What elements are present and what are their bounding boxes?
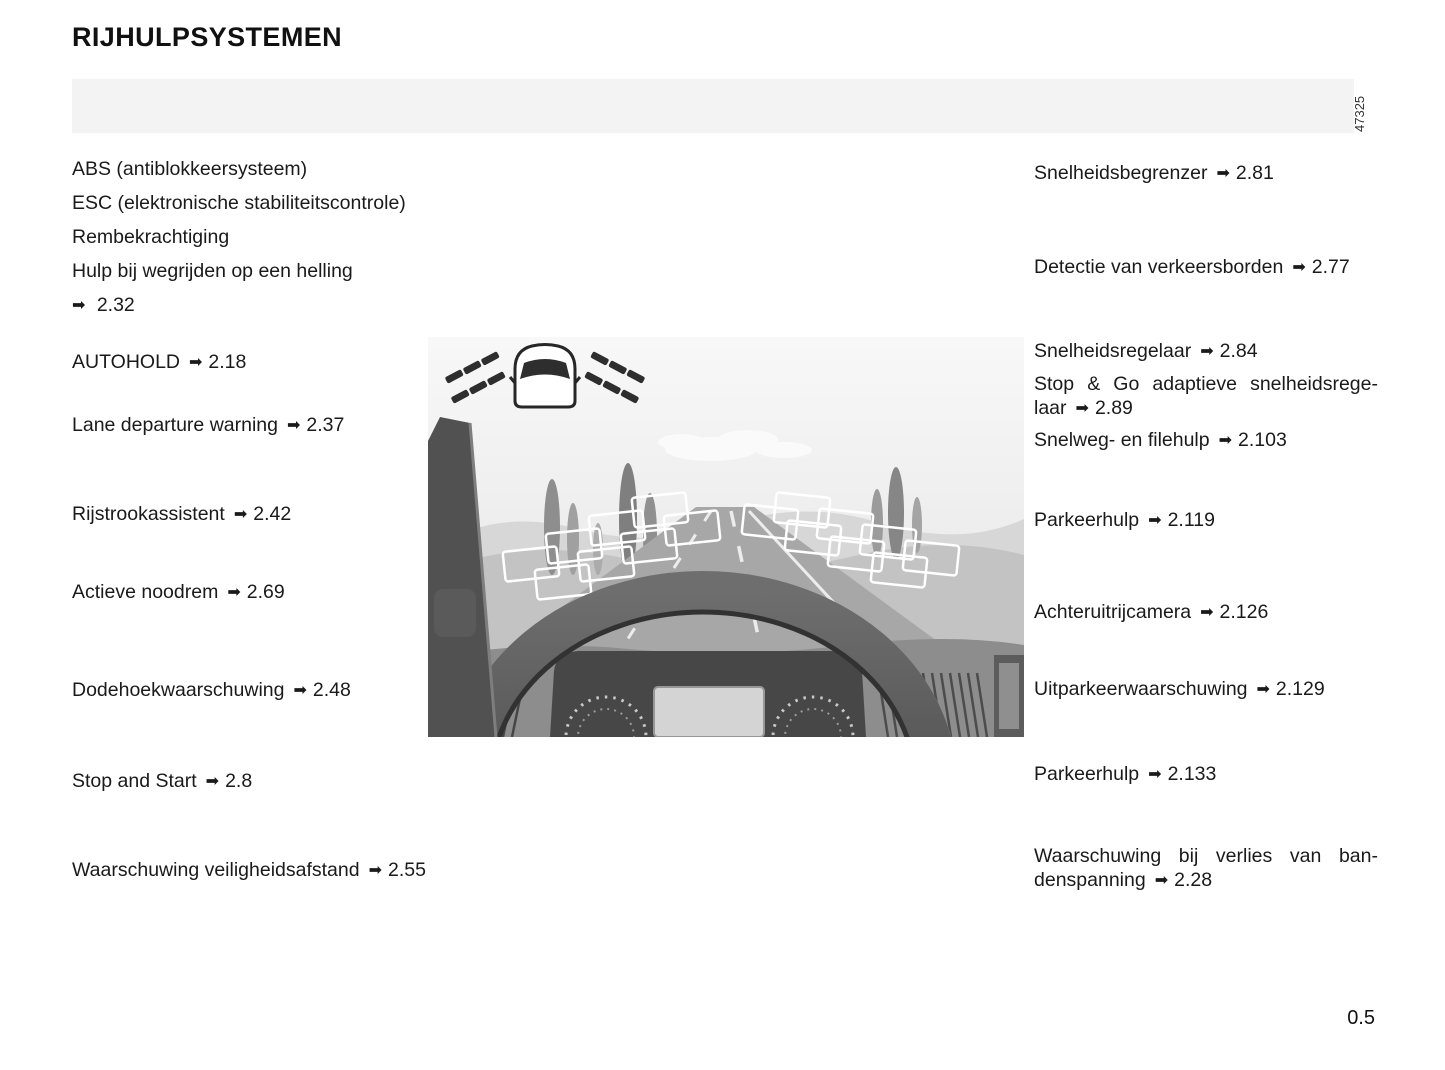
page-ref-arrow-icon: ➡ (1292, 259, 1306, 276)
toc-item-label: Lane departure warning (72, 414, 278, 436)
page-ref-arrow-icon: ➡ (1148, 512, 1162, 529)
dashboard-illustration (428, 337, 1024, 737)
toc-item-label: denspanning (1034, 869, 1146, 891)
toc-group-abs-esc (72, 152, 406, 322)
toc-item-ref: 2.81 (1235, 162, 1274, 184)
page-ref-arrow-icon: ➡ (227, 584, 241, 601)
toc-item-dodehoekwaarschuwing (72, 679, 351, 702)
toc-item-rijstrookassistent (72, 503, 291, 526)
toc-item-ref: 2.28 (1174, 869, 1213, 891)
toc-item-parkeerhulp-2 (1034, 763, 1378, 786)
page-ref-arrow-icon: ➡ (1216, 165, 1230, 182)
toc-item-snelheidsbegrenzer (1034, 162, 1378, 185)
page-ref-arrow-icon: ➡ (233, 506, 248, 523)
toc-item-snelheidsregelaar (1034, 340, 1378, 363)
toc-item-label: Rijstrookassistent (72, 503, 225, 525)
toc-item-label: Parkeerhulp (1034, 763, 1140, 785)
toc-item-label: Dodehoekwaarschuwing (72, 679, 285, 701)
page-ref-arrow-icon: ➡ (1154, 872, 1169, 889)
toc-item-snelweg-en-filehulp (1034, 429, 1378, 452)
toc-item-label: Actieve noodrem (72, 581, 219, 603)
toc-line-rembekrachtiging: Rembekrachtiging (72, 226, 230, 248)
toc-item-stop-go-adaptieve-snelheidsregelaar (1034, 372, 1378, 420)
toc-item-waarschuwing-veiligheidsafstand (72, 859, 426, 882)
toc-line-abs: ABS (antiblokkeersysteem) (72, 158, 308, 180)
header-band (72, 79, 1354, 133)
page-ref-arrow-icon: ➡ (1148, 766, 1162, 783)
toc-item-lane-departure-warning (72, 414, 344, 437)
toc-item-label: Detectie van verkeersborden (1034, 256, 1284, 278)
page-ref-arrow-icon: ➡ (1075, 400, 1089, 417)
page-ref-arrow-icon: ➡ (72, 297, 86, 314)
side-mirror (434, 589, 476, 637)
toc-item-ref: 2.37 (306, 414, 345, 436)
toc-item-achteruitrijcamera (1034, 601, 1378, 624)
toc-item-bandenspanning (1034, 844, 1378, 892)
page-ref-arrow-icon: ➡ (1218, 432, 1233, 449)
page-ref-arrow-icon: ➡ (1256, 681, 1270, 698)
toc-item-ref: 2.84 (1219, 340, 1258, 362)
toc-item-ref: 2.69 (246, 581, 285, 603)
page-ref-arrow-icon: ➡ (368, 862, 383, 879)
toc-item-actieve-noodrem (72, 581, 285, 604)
toc-item-label: laar (1034, 397, 1067, 419)
toc-item-ref: 2.42 (253, 503, 292, 525)
toc-item-label: Parkeerhulp (1034, 509, 1140, 531)
page-ref-arrow-icon: ➡ (189, 354, 203, 371)
toc-item-ref: 2.126 (1219, 601, 1269, 623)
toc-item-stop-and-start (72, 770, 252, 793)
toc-item-ref: 2.103 (1238, 429, 1287, 451)
toc-item-label: Waarschuwing veiligheidsafstand (72, 859, 360, 881)
toc-item-ref: 2.119 (1167, 509, 1215, 531)
toc-item-ref: 2.129 (1275, 678, 1325, 700)
toc-item-uitparkeerwaarschuwing (1034, 678, 1378, 701)
page-ref-arrow-icon: ➡ (1200, 343, 1214, 360)
toc-item-ref: 2.55 (388, 859, 426, 881)
toc-item-ref: 2.18 (208, 351, 247, 373)
toc-item-ref: 2.77 (1311, 256, 1350, 278)
instrument-cluster (550, 651, 866, 737)
page-number: 0.5 (1347, 1007, 1375, 1029)
toc-item-label: Snelheidsbegrenzer (1034, 162, 1208, 184)
toc-item-label: Snelheidsregelaar (1034, 340, 1192, 362)
toc-line-esc: ESC (elektronische stabiliteitscontrole) (72, 192, 406, 214)
page-title: RIJHULPSYSTEMEN (72, 22, 343, 52)
toc-item-label: Uitparkeerwaarschuwing (1034, 678, 1248, 700)
toc-item-ref: 2.89 (1094, 397, 1133, 419)
document-code: 47325 (1352, 95, 1367, 132)
toc-item-label-line1: Waarschuwing bij verlies van ban- (1034, 845, 1378, 867)
toc-item-label-line2 (1034, 868, 1378, 892)
cluster-screen (654, 687, 764, 737)
toc-item-label: Achteruitrijcamera (1034, 601, 1192, 623)
toc-item-autohold (72, 351, 246, 374)
toc-item-ref: 2.133 (1167, 763, 1217, 785)
toc-item-ref: 2.32 (96, 294, 135, 316)
toc-item-parkeerhulp-1 (1034, 509, 1378, 532)
toc-item-detectie-verkeersborden (1034, 256, 1378, 279)
toc-group-ref (72, 288, 406, 322)
toc-item-label-line1: Stop & Go adaptieve snelheidsrege- (1034, 373, 1378, 395)
toc-line-helling: Hulp bij wegrijden op een helling (72, 260, 353, 282)
toc-item-label: Snelweg- en filehulp (1034, 429, 1210, 451)
page-ref-arrow-icon: ➡ (293, 682, 307, 699)
page-ref-arrow-icon: ➡ (286, 417, 301, 434)
toc-item-label: Stop and Start (72, 770, 197, 792)
toc-item-label-line2 (1034, 396, 1378, 420)
page-ref-arrow-icon: ➡ (205, 773, 220, 790)
toc-item-label: AUTOHOLD (72, 351, 180, 373)
toc-item-ref: 2.48 (312, 679, 351, 701)
page-ref-arrow-icon: ➡ (1200, 604, 1214, 621)
toc-item-ref: 2.8 (225, 770, 253, 792)
